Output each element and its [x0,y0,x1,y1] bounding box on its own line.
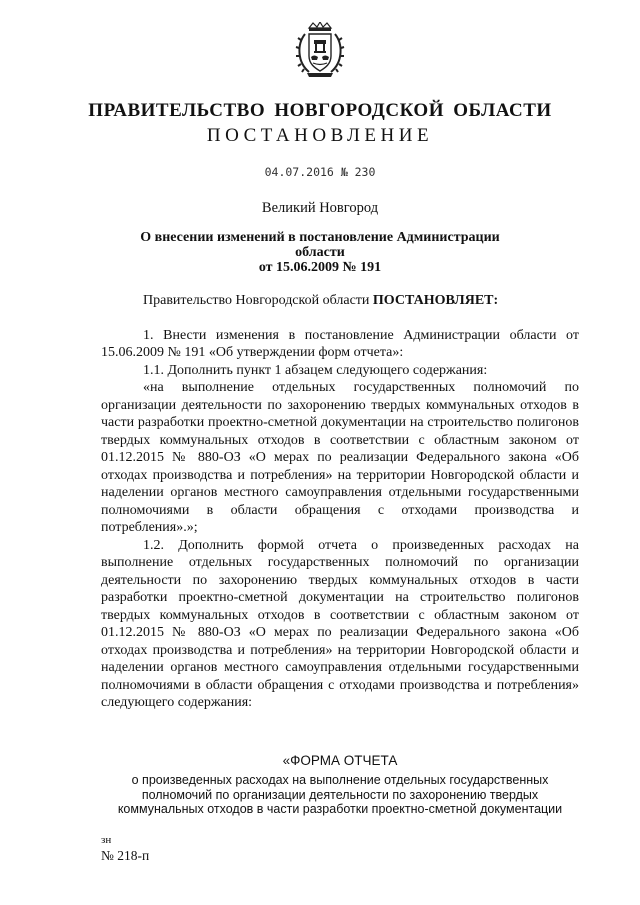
resolution-intro-text: Правительство Новгородской области [143,293,373,308]
document-title-line-1: О внесении изменений в постановление Администрации области [140,230,500,260]
form-subtitle-line-1: о произведенных расходах на выполнение отдельных государственных [131,773,549,787]
paragraph-1: 1. Внести изменения в постановление Администрации области от 15.06.2009 № 191 «Об утверждении форм отчета»: [101,327,579,360]
document-title-line-2: от 15.06.2009 № 191 [258,260,382,275]
document-type: ПОСТАНОВЛЕНИЕ [206,125,434,146]
form-subtitle-line-2: полномочий по организации деятельности по захоронению твердых [141,787,539,802]
document-title [120,230,520,275]
paragraph-quote: «на выполнение отдельных государственных полномочий по организации деятельности по захоронению твердых коммунальных отходов в части разработки проектно-сметной документации на строительство полигонов твердых коммунальных отходов в соответствии с областным законом от 01.12.2015 № 880-ОЗ «О мерах по реализации Федерального закона «Об отходах производства и потребления» на территории Новгородской области и наделении органов местного самоуправления отдельными государственными полномочиями в области обращения с отходами производства и потребления».»; [101,380,579,535]
resolution-intro [101,292,579,310]
footer-code: зн [101,834,112,846]
form-title: «ФОРМА ОТЧЕТА [282,753,398,768]
paragraph-1-2: 1.2. Дополнить формой отчета о произведенных расходах на выполнение отдельных государственных полномочий по организации деятельности по захоронению твердых коммунальных отходов в части разработки проектно-сметной документации на строительство полигонов твердых коммунальных отходов в соответствии с областным законом от 01.12.2015 № 880-ОЗ «О мерах по реализации Федерального закона «Об отходах производства и потребления» на территории Новгородской области и наделении органов местного самоуправления отдельными государственными полномочиями в области обращения с отходами производства и потребления» следующего содержания: [101,537,579,710]
footer-number: № 218-п [101,848,150,863]
document-body [101,292,579,712]
organization-name: ПРАВИТЕЛЬСТВО НОВГОРОДСКОЙ ОБЛАСТИ [88,100,552,121]
resolution-intro-bold: ПОСТАНОВЛЯЕТ: [372,293,499,308]
city-name: Великий Новгород [261,200,379,216]
paragraph-1-1: 1.1. Дополнить пункт 1 абзацем следующего содержания: [143,362,488,378]
document-date-number: 04.07.2016 № 230 [264,165,376,179]
form-subtitle [101,773,579,817]
form-subtitle-line-3: коммунальных отходов в части разработки проектно-сметной документации [117,802,563,816]
coat-of-arms-icon [295,22,345,78]
